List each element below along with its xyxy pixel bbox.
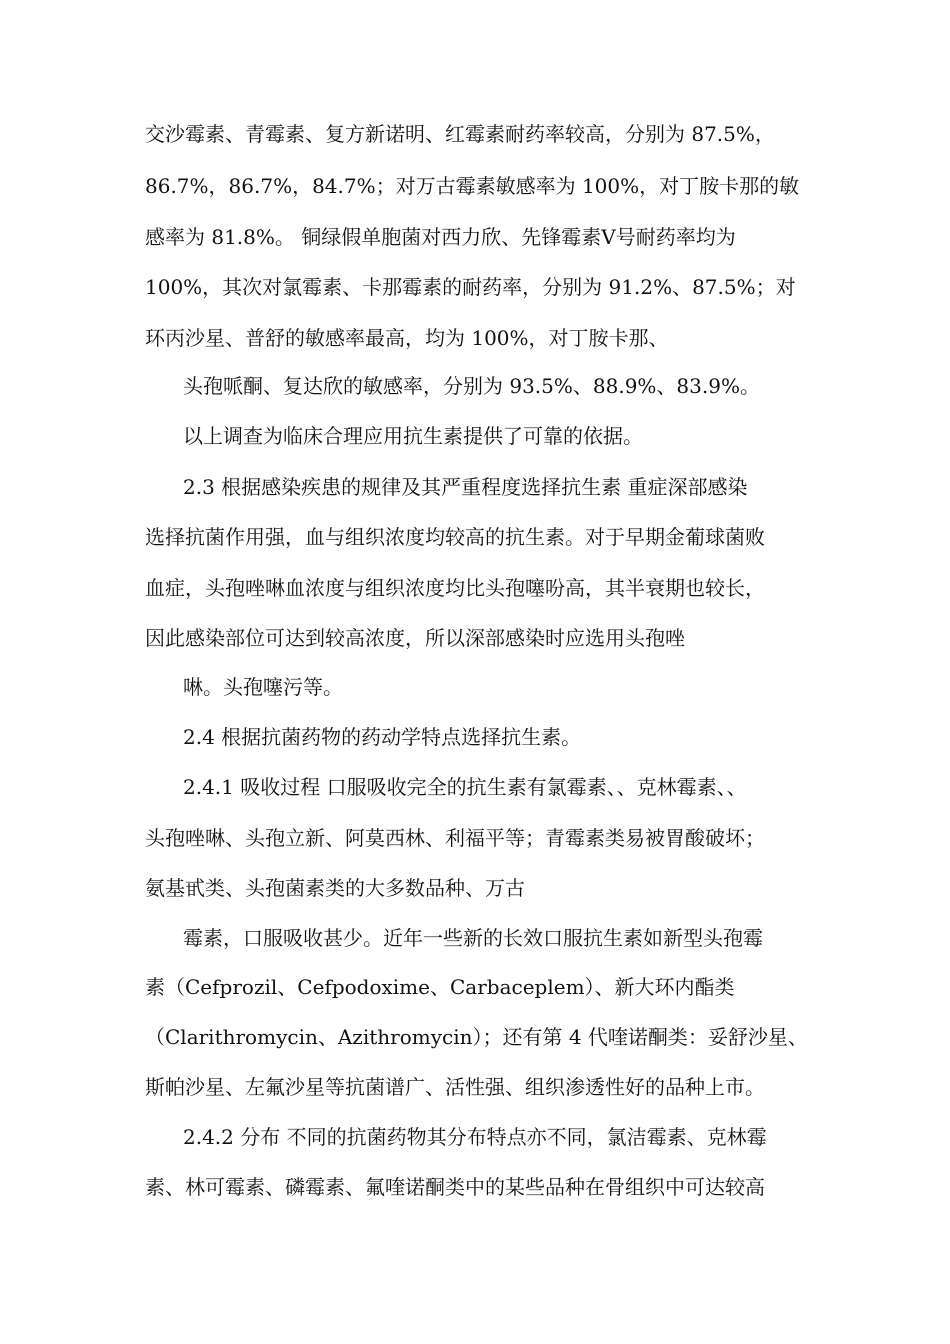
text-line: 86.7%，86.7%，84.7%；对万古霉素敏感率为 100%，对丁胺卡那的敏 (145, 174, 800, 198)
section-heading-2-4-2: 2.4.2 分布 不同的抗菌药物其分布特点亦不同，氯洁霉素、克林霉 (183, 1125, 767, 1149)
text-line: 交沙霉素、青霉素、复方新诺明、红霉素耐药率较高，分别为 87.5%， (145, 122, 775, 146)
text-line: 氨基甙类、头孢菌素类的大多数品种、万古 (145, 876, 525, 900)
text-line: 血症，头孢唑啉血浓度与组织浓度均比头孢噻吩高，其半衰期也较长， (145, 576, 765, 600)
text-line: 素（Cefprozil、Cefpodoxime、Carbaceplem）、新大环内酯类 (145, 975, 735, 999)
section-heading-2-3: 2.3 根据感染疾患的规律及其严重程度选择抗生素 重症深部感染 (183, 475, 748, 499)
text-line: 霉素，口服吸收甚少。近年一些新的长效口服抗生素如新型头孢霉 (183, 926, 763, 950)
text-line: 以上调查为临床合理应用抗生素提供了可靠的依据。 (183, 424, 643, 448)
section-heading-2-4-1: 2.4.1 吸收过程 口服吸收完全的抗生素有氯霉素、、克林霉素、、 (183, 775, 747, 799)
text-line: 头孢唑啉、头孢立新、阿莫西林、利福平等；青霉素类易被胃酸破坏； (145, 826, 765, 850)
text-line: 啉。头孢噻污等。 (183, 675, 343, 699)
text-line: 因此感染部位可达到较高浓度，所以深部感染时应选用头孢唑 (145, 626, 685, 650)
text-line: 感率为 81.8%。 铜绿假单胞菌对西力欣、先锋霉素Ⅴ号耐药率均为 (145, 225, 736, 249)
text-line: 选择抗菌作用强，血与组织浓度均较高的抗生素。对于早期金葡球菌败 (145, 525, 765, 549)
text-line: 头孢哌酮、复达欣的敏感率，分别为 93.5%、88.9%、83.9%。 (183, 374, 760, 398)
text-line: 素、林可霉素、磷霉素、氟喹诺酮类中的某些品种在骨组织中可达较高 (145, 1175, 765, 1199)
text-line: 斯帕沙星、左氟沙星等抗菌谱广、活性强、组织渗透性好的品种上市。 (145, 1075, 765, 1099)
text-line: 100%，其次对氯霉素、卡那霉素的耐药率，分别为 91.2%、87.5%；对 (145, 275, 796, 299)
text-line: 环丙沙星、普舒的敏感率最高，均为 100%，对丁胺卡那、 (145, 326, 669, 350)
text-line: （Clarithromycin、Azithromycin）；还有第 4 代喹诺酮类：妥舒沙星、 (145, 1025, 808, 1049)
section-heading-2-4: 2.4 根据抗菌药物的药动学特点选择抗生素。 (183, 725, 582, 749)
